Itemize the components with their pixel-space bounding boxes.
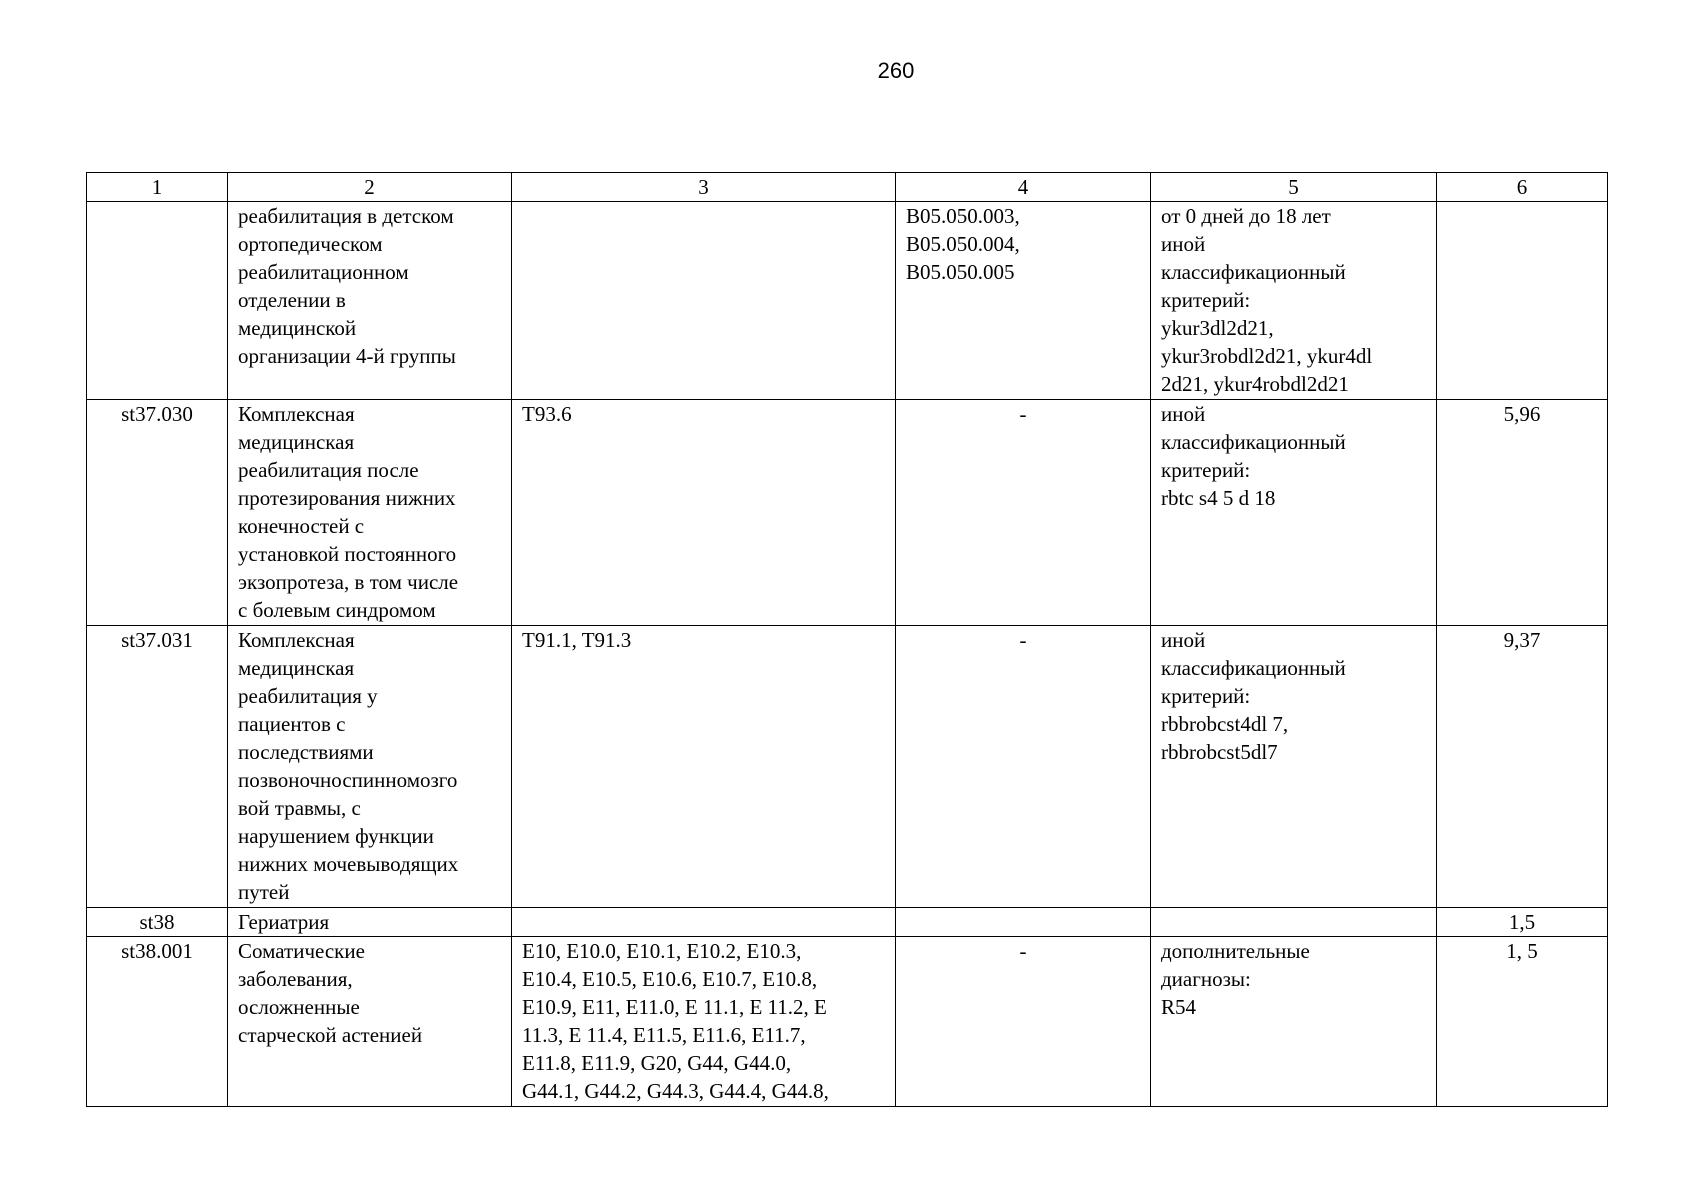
table-row	[87, 400, 1608, 626]
diagnoses-cell: T91.1, T91.3	[512, 626, 896, 908]
table-row	[87, 908, 1608, 937]
header-cell-2: 2	[228, 173, 512, 202]
code-cell: st37.031	[87, 626, 228, 908]
table-row	[87, 202, 1608, 400]
page-number: 260	[877, 58, 915, 83]
diagnoses-cell: T93.6	[512, 400, 896, 626]
name-cell: Комплексная медицинская реабилитация у пациентов с последствиями позвоночноспинномозго вой травмы, с нарушением функции нижних мочевыводящих путей	[228, 626, 512, 908]
criteria-cell: дополнительные диагнозы: R54	[1151, 937, 1437, 1107]
services-cell: -	[896, 937, 1151, 1107]
criteria-cell: иной классификационный критерий: rbbrobcst4dl 7, rbbrobcst5dl7	[1151, 626, 1437, 908]
criteria-cell: от 0 дней до 18 лет иной классификационный критерий: ykur3dl2d21, ykur3robdl2d21, ykur4dl 2d21, ykur4robdl2d21	[1151, 202, 1437, 400]
header-cell-5: 5	[1151, 173, 1437, 202]
coefficient-cell: 5,96	[1437, 400, 1608, 626]
name-cell: Гериатрия	[228, 908, 512, 937]
tariff-table	[86, 172, 1608, 1107]
name-cell: Комплексная медицинская реабилитация после протезирования нижних конечностей с установкой постоянного экзопротеза, в том числе с болевым синдромом	[228, 400, 512, 626]
coefficient-cell	[1437, 202, 1608, 400]
services-cell: -	[896, 626, 1151, 908]
name-cell: Соматические заболевания, осложненные старческой астенией	[228, 937, 512, 1107]
table-header-row	[87, 173, 1608, 202]
diagnoses-cell: E10, E10.0, E10.1, E10.2, E10.3, E10.4, E10.5, E10.6, E10.7, E10.8, E10.9, E11, E11.0, E 11.1, E 11.2, E 11.3, E 11.4, E11.5, E11.6, E11.7, E11.8, E11.9, G20, G44, G44.0, G44.1, G44.2, G44.3, G44.4, G44.8,	[512, 937, 896, 1107]
code-cell: st38	[87, 908, 228, 937]
name-cell: реабилитация в детском ортопедическом реабилитационном отделении в медицинской организации 4-й группы	[228, 202, 512, 400]
code-cell: st38.001	[87, 937, 228, 1107]
header-cell-3: 3	[512, 173, 896, 202]
header-cell-6: 6	[1437, 173, 1608, 202]
diagnoses-cell	[512, 908, 896, 937]
header-cell-4: 4	[896, 173, 1151, 202]
services-cell: B05.050.003, B05.050.004, B05.050.005	[896, 202, 1151, 400]
coefficient-cell: 1, 5	[1437, 937, 1608, 1107]
code-cell: st37.030	[87, 400, 228, 626]
coefficient-cell: 1,5	[1437, 908, 1608, 937]
criteria-cell	[1151, 908, 1437, 937]
table-row	[87, 937, 1608, 1107]
coefficient-cell: 9,37	[1437, 626, 1608, 908]
table-row	[87, 626, 1608, 908]
criteria-cell: иной классификационный критерий: rbtc s4 5 d 18	[1151, 400, 1437, 626]
services-cell: -	[896, 400, 1151, 626]
services-cell	[896, 908, 1151, 937]
diagnoses-cell	[512, 202, 896, 400]
code-cell	[87, 202, 228, 400]
header-cell-1: 1	[87, 173, 228, 202]
